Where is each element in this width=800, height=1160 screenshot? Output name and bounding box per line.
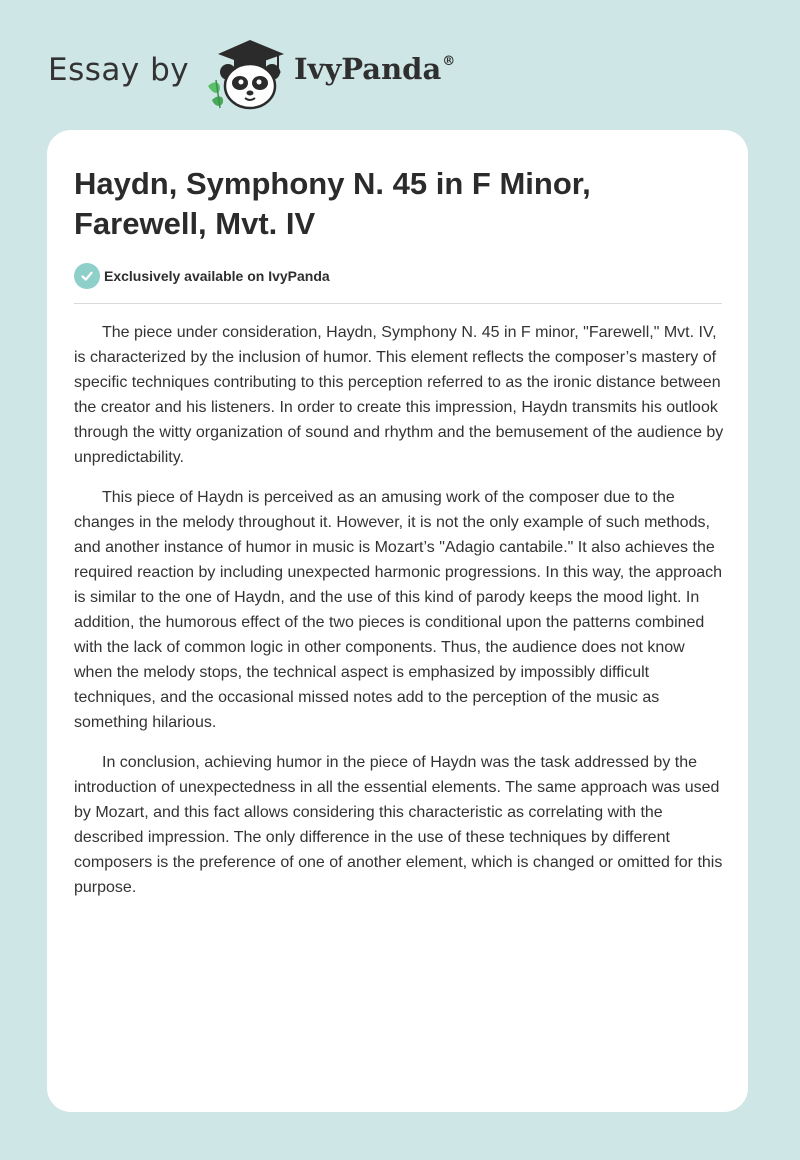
divider xyxy=(74,303,722,304)
essay-by-label: Essay by xyxy=(48,52,190,88)
panda-graduate-logo-icon[interactable] xyxy=(204,36,292,110)
essay-title: Haydn, Symphony N. 45 in F Minor, Farewell, Mvt. IV xyxy=(74,166,591,241)
paragraph: The piece under consideration, Haydn, Symphony N. 45 in F minor, "Farewell," Mvt. IV, is characterized by the inclusion of humor. This element reflects the composer’s mastery of specific techniques contributing to this perception referred to as the ironic distance between the creator and his listeners. In order to create this impression, Haydn transmits his outlook through the witty organization of sound and rhythm and the bemusement of the audience by unpredictability. xyxy=(74,324,724,466)
site-header xyxy=(48,30,508,110)
exclusive-label: Exclusively available on IvyPanda xyxy=(104,268,330,284)
checkmark-icon xyxy=(74,263,100,289)
paragraph: In conclusion, achieving humor in the piece of Haydn was the task addressed by the introduction of unexpectedness in all the essential elements. The same approach was used by Mozart, and this fact allows considering this characteristic as correlating with the described impression. The only difference in the use of these techniques by different composers is the preference of one of another element, which is changed or omitted for this purpose. xyxy=(74,754,723,896)
brand-name[interactable]: IvyPanda® xyxy=(294,52,456,86)
paragraph: This piece of Haydn is perceived as an amusing work of the composer due to the changes in the melody throughout it. However, it is not the only example of such methods, and another instance of humor in music is Mozart’s "Adagio cantabile." It also achieves the required reaction by including unexpected harmonic progressions. In this way, the approach is similar to the one of Haydn, and the use of this kind of parody keeps the mood light. In addition, the humorous effect of the two pieces is conditional upon the patterns combined with the lack of common logic in other components. Thus, the audience does not know when the melody stops, the technical aspect is emphasized by impossibly difficult techniques, and the occasional missed notes add to the perception of the music as something hilarious. xyxy=(74,489,723,731)
registered-mark: ® xyxy=(442,54,456,69)
essay-card xyxy=(47,130,748,1112)
essay-body xyxy=(74,320,725,915)
exclusive-badge xyxy=(74,263,330,289)
